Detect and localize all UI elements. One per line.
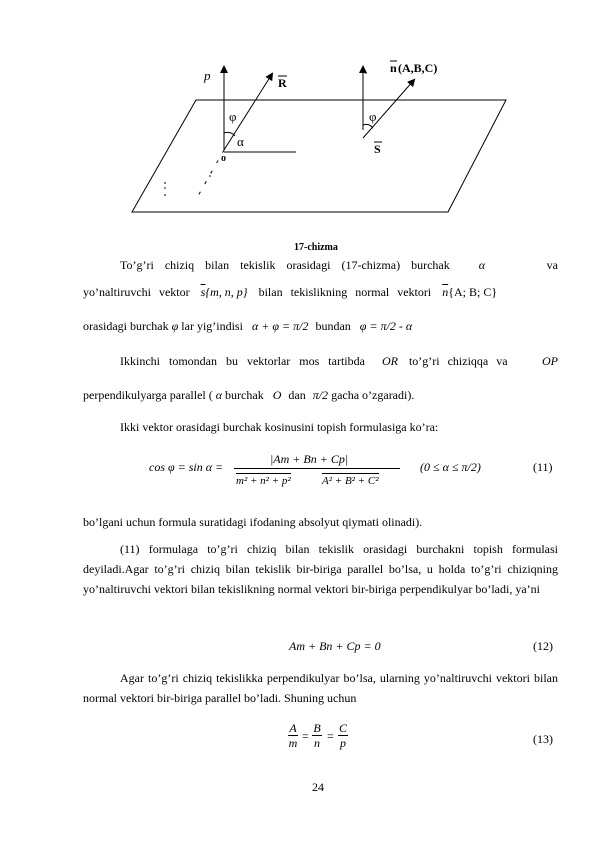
p2-line2-c: dan [288,388,306,402]
alpha-symbol-2: α [215,388,223,402]
s-vector-symbol: $\overline{s}\{m$, n, p} [200,285,248,299]
p1-line3-b: lar yig’indisi [181,319,243,333]
p1-line1-text: To’g’ri chiziq bilan tekislik orasidagi (17-chizma) burchak [120,258,450,272]
f13-eq-1: = [302,729,309,743]
p1-line2 [83,285,558,299]
f12-expr: Am + Bn + Cp = 0 [289,639,381,653]
f13-n: n [314,736,320,750]
p2-line1-b: to’g’ri chiziqqa va [408,354,508,368]
label-n: n [390,61,397,75]
p2-line2-d: gacha o’zgaradi). [331,388,415,402]
f13-B: B [313,721,321,735]
dot-2 [209,175,211,177]
label-n-coords: (A,B,C) [398,61,438,75]
f13-p: p [340,736,346,750]
label-p: p [204,68,211,83]
p4: bo’lgani uchun formula suratidagi ifodaning absolyut qiymati olinadi). [83,515,423,529]
f11-numerator: |Am + Bn + Cp| [270,452,349,466]
f13-frac-3 [338,721,348,750]
p2-line2-b: burchak [225,388,264,402]
or-symbol: OR [381,354,398,368]
zero-symbol: O [272,388,282,402]
p1-line1 [120,258,558,272]
label-R: R [278,76,287,90]
p1-line2-b: bilan tekislikning normal vektori [258,285,432,299]
figure-17 [0,0,595,250]
f11-tag: (11) [533,460,553,474]
op-symbol: OP [542,354,558,368]
p1-line1-end: va [546,258,558,272]
p1-line3 [83,319,412,333]
pi-half-symbol: π/2 [312,388,329,402]
p2-line1 [120,354,558,368]
dot-1 [365,72,367,74]
p6: Agar to’g’ri chiziq tekislikka perpendikulyar bo’lsa, ularning yo’naltiruvchi vektori bilan normal vektori bir-biriga parallel bo’ladi. Shuning uchun [83,671,558,705]
p2-line2-a: perpendikulyarga parallel ( [83,388,213,402]
phi-arc-2 [363,124,373,128]
f12-tag: (12) [533,639,553,653]
f11-den-a: m² + n² + p² [236,475,291,487]
f13-eq-2: = [327,729,334,743]
alpha-symbol: α [478,258,486,272]
n-vector-symbol: $\overline{n}\{A$; B; C} [442,285,498,299]
eq-phi: φ = π/2 - α [359,319,413,333]
f13-frac-2 [312,721,322,750]
p3: Ikki vektor orasidagi burchak kosinusini topish formulasiga ko’ra: [120,420,439,434]
p1-line3-a: orasidagi burchak [83,319,169,333]
label-S: S [374,142,381,156]
f11-lhs: cos φ = sin α = [149,460,224,474]
p5: (11) formulaga to’g’ri chiziq bilan tekislik orasidagi burchakni topish formulasi deyiladi.Agar to’g’ri chiziq bilan tekislik bir-biriga parallel bo’lsa, u holda to’g’ri chiziqning yo’naltiruvchi vektori bilan tekislikning normal vektori bir-biriga perpendikulyar bo’ladi, ya’ni [83,542,558,596]
figure-caption: 17-chizma [294,242,338,250]
f11-fraction-bar [234,468,400,469]
page-number: 24 [312,780,324,794]
p1-line2-a: yo’naltiruvchi vektor [83,285,190,299]
label-alpha: α [237,134,244,149]
f11-den-b: A² + B² + C² [322,475,379,487]
p1-line3-c: bundan [315,319,351,333]
f13-C: C [338,721,347,735]
label-o: o [221,153,226,164]
f13-A: A [289,721,297,735]
p2-line1-a: Ikkinchi tomondan bu vektorlar mos tartibda [120,354,365,368]
f13-tag: (13) [533,732,553,746]
p2-line2 [83,388,414,402]
label-phi-2: φ [369,109,377,124]
plane [132,100,506,212]
dot-3 [164,187,166,189]
f11-condition: (0 ≤ α ≤ π/2) [420,460,481,474]
label-phi-1: φ [229,109,237,124]
f13-m: m [288,736,298,750]
eq-sum: α + φ = π/2 [251,319,309,333]
phi-symbol: φ [171,319,179,333]
f13-frac-1 [288,721,298,750]
